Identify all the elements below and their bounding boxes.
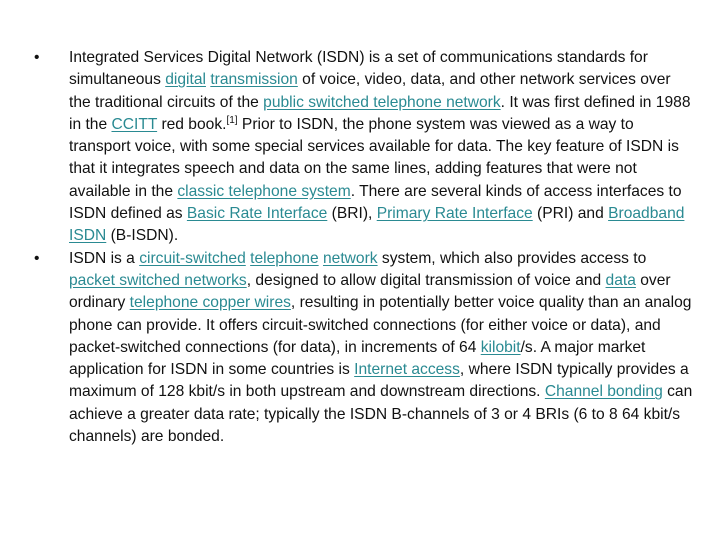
- link-packet-switched-networks[interactable]: packet switched networks: [69, 271, 247, 289]
- link-digital[interactable]: digital: [165, 71, 206, 89]
- bullet-list: [34, 47, 694, 448]
- link-basic-rate-interface[interactable]: Basic Rate Interface: [186, 205, 328, 223]
- text-segment: over ordinary: [69, 271, 671, 312]
- text-segment: (PRI) and: [532, 205, 609, 223]
- text-segment: Integrated Services Digital Network (ISDN) is a set of communications standards for simultaneous: [69, 49, 648, 89]
- text-segment: can achieve a greater data rate; typically the ISDN B-channels of 3 or 4 BRIs (6 to 8 64 kbit/s channels) are bonded.: [69, 383, 693, 446]
- text-segment: . It was first defined in 1988 in the: [69, 93, 691, 133]
- link-ccitt[interactable]: CCITT: [111, 115, 158, 133]
- link-channel-bonding[interactable]: Channel bonding: [544, 383, 663, 401]
- link-transmission[interactable]: transmission: [210, 71, 298, 89]
- link-network[interactable]: network: [322, 249, 378, 267]
- bullet-icon: •: [34, 49, 40, 66]
- link-kilobit[interactable]: kilobit: [480, 338, 521, 356]
- link-telephone[interactable]: telephone: [250, 249, 319, 267]
- bullet-item-isdn-definition: [34, 47, 694, 248]
- reference-marker[interactable]: [1]: [226, 114, 238, 126]
- text-segment: /s. A major market application for ISDN in some countries is: [69, 338, 646, 379]
- text-segment: ISDN is a: [69, 249, 140, 267]
- text-segment: red book.: [157, 115, 227, 133]
- link-telephone-copper-wires[interactable]: telephone copper wires: [129, 294, 291, 312]
- text-segment: system, which also provides access to: [377, 249, 647, 267]
- bullet-icon: •: [34, 249, 40, 267]
- text-segment: , resulting in potentially better voice quality than an analog phone can provide. It offers circuit-switched connections (for either voice or data), and packet-switched connections (for data), in increments of 64: [69, 294, 692, 356]
- link-primary-rate-interface[interactable]: Primary Rate Interface: [376, 205, 533, 223]
- text-segment: Prior to ISDN, the phone system was viewed as a way to transport voice, with some special services available for data. The key feature of ISDN is that it integrates speech and data on the same lines, adding features that were not available in the: [69, 115, 679, 200]
- link-classic-telephone-system[interactable]: classic telephone system: [177, 182, 351, 200]
- link-circuit-switched[interactable]: circuit-switched: [139, 249, 246, 267]
- bullet-item-isdn-circuit-switched: [34, 248, 694, 449]
- text-segment: of voice, video, data, and other network services over the traditional circuits of the: [69, 71, 671, 111]
- link-internet-access[interactable]: Internet access: [354, 361, 460, 379]
- text-segment: , where ISDN typically provides a maximum of 128 kbit/s in both upstream and downstream directions.: [69, 361, 689, 401]
- text-segment: (BRI),: [327, 205, 377, 223]
- link-data[interactable]: data: [605, 271, 636, 289]
- text-segment: , designed to allow digital transmission of voice and: [246, 271, 606, 289]
- link-broadband-isdn[interactable]: Broadband ISDN: [69, 205, 685, 245]
- link-public-switched-telephone-network[interactable]: public switched telephone network: [263, 93, 501, 111]
- text-segment: . There are several kinds of access interfaces to ISDN defined as: [69, 182, 682, 223]
- text-segment: (B-ISDN).: [106, 227, 179, 245]
